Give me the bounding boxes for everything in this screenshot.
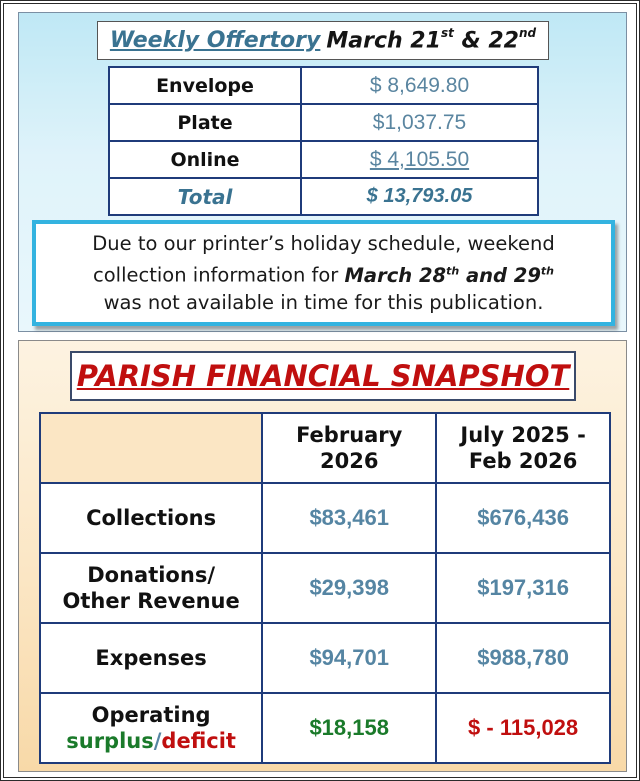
- total-amount: $ 13,793.05: [301, 178, 538, 215]
- deficit-word: deficit: [161, 729, 236, 753]
- feb-value: $94,701: [262, 623, 436, 693]
- row-label: Online: [109, 141, 301, 178]
- date-2: & 22: [461, 28, 519, 54]
- operating-row: [40, 693, 610, 763]
- notice-line-1: Due to our printer’s holiday schedule, weekend: [92, 232, 555, 256]
- ytd-value: $988,780: [436, 623, 610, 693]
- feb-value: $83,461: [262, 483, 436, 553]
- offertory-table: [108, 66, 539, 216]
- feb-value: $29,398: [262, 553, 436, 623]
- operating-label: [40, 693, 262, 763]
- row-amount: $1,037.75: [301, 104, 538, 141]
- table-row: [109, 67, 538, 104]
- notice-date-1-suffix: th: [446, 264, 460, 278]
- row-amount: [301, 141, 538, 178]
- header-fiscal-ytd: [436, 413, 610, 483]
- row-label: Expenses: [40, 623, 262, 693]
- operating-label-line-2: [41, 728, 261, 754]
- online-amount: $ 4,105.50: [369, 147, 470, 171]
- notice-date-1: March 28: [344, 263, 447, 287]
- notice-dates: [345, 264, 554, 287]
- table-row: [40, 553, 610, 623]
- notice-line-2-text: collection information for: [93, 263, 345, 287]
- date-2-suffix: nd: [518, 25, 537, 40]
- table-row: [40, 623, 610, 693]
- notice-date-2: and 29: [459, 263, 541, 287]
- header-ytd-line-2: Feb 2026: [468, 449, 578, 473]
- operating-feb-value: $18,158: [262, 693, 436, 763]
- table-header-row: [40, 413, 610, 483]
- offertory-title: [97, 21, 549, 60]
- surplus-word: surplus: [66, 729, 154, 753]
- holiday-notice: [32, 220, 615, 326]
- ytd-value: $197,316: [436, 553, 610, 623]
- ytd-value: $676,436: [436, 483, 610, 553]
- row-label: Collections: [40, 483, 262, 553]
- snapshot-title: PARISH FINANCIAL SNAPSHOT: [70, 351, 576, 401]
- notice-date-2-suffix: th: [540, 264, 554, 278]
- header-february-line-1: February: [296, 423, 403, 447]
- date-1-suffix: st: [440, 25, 454, 40]
- snapshot-panel: [18, 340, 627, 772]
- total-row: [109, 178, 538, 215]
- row-label-line-2: Other Revenue: [62, 589, 240, 613]
- header-blank-cell: [40, 413, 262, 483]
- operating-label-line-1: Operating: [91, 703, 211, 727]
- header-ytd-line-1: July 2025 -: [460, 423, 586, 447]
- row-label: Plate: [109, 104, 301, 141]
- table-row: [109, 104, 538, 141]
- notice-line-2: [93, 257, 554, 289]
- header-february: [262, 413, 436, 483]
- row-label: Envelope: [109, 67, 301, 104]
- slash-separator: /: [153, 729, 162, 753]
- header-february-line-2: 2026: [319, 449, 379, 473]
- table-row: [109, 141, 538, 178]
- notice-line-3: was not available in time for this publication.: [103, 290, 544, 314]
- date-1: March 21: [326, 28, 441, 54]
- offertory-title-dates: [326, 25, 537, 54]
- snapshot-table: [39, 412, 611, 764]
- offertory-title-label: Weekly Offertory: [109, 28, 321, 53]
- table-row: [40, 483, 610, 553]
- offertory-panel: [18, 12, 627, 332]
- row-amount: $ 8,649.80: [301, 67, 538, 104]
- operating-ytd-value: $ - 115,028: [436, 693, 610, 763]
- total-label: Total: [109, 178, 301, 215]
- row-label-line-1: Donations/: [87, 563, 215, 587]
- row-label: [40, 553, 262, 623]
